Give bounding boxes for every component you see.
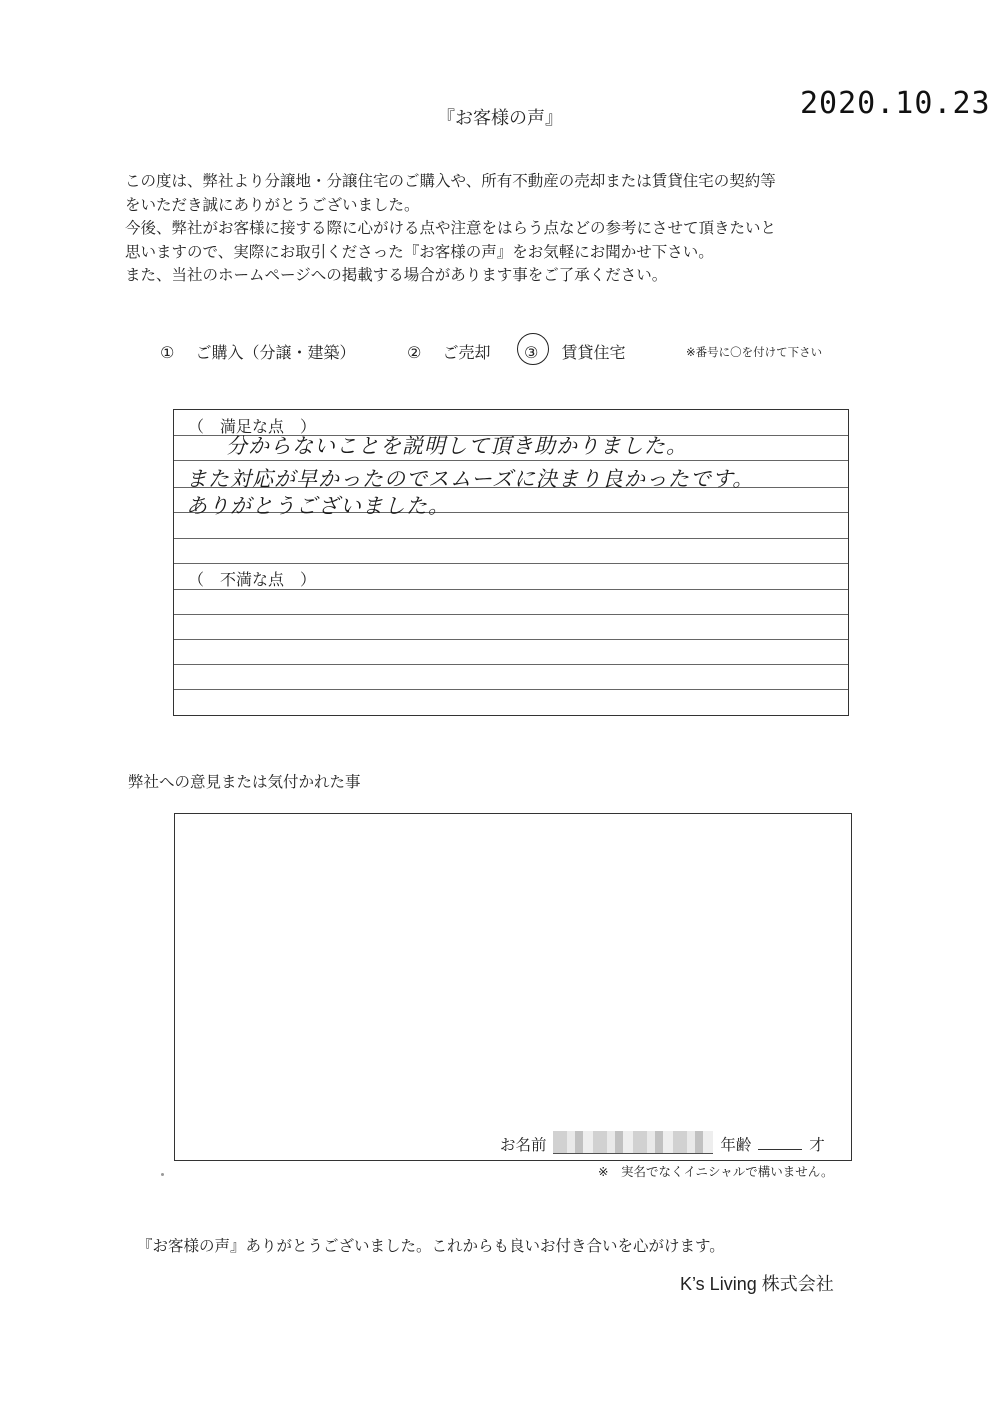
option-number: ③ bbox=[524, 343, 539, 362]
satisfied-label: （ 満足な点 ） bbox=[188, 417, 317, 436]
intro-line: この度は、弊社より分譲地・分譲住宅のご購入や、所有不動産の売却または賃貸住宅の契約等 bbox=[125, 172, 776, 190]
company-name: K’s Living 株式会社 bbox=[680, 1274, 834, 1294]
option-label: ご売却 bbox=[442, 343, 491, 362]
opinions-label: 弊社への意見または気付かれた事 bbox=[128, 773, 361, 791]
survey-date: 2020.10.23 bbox=[800, 86, 991, 121]
unsatisfied-label: （ 不満な点 ） bbox=[188, 570, 317, 589]
intro-line: また、当社のホームページへの掲載する場合があります事をご了承ください。 bbox=[125, 266, 668, 284]
option-label: 賃貸住宅 bbox=[561, 343, 626, 362]
closing-message: 『お客様の声』ありがとうございました。これからも良いお付き合いを心がけます。 bbox=[137, 1237, 725, 1255]
name-label: お名前 bbox=[500, 1136, 547, 1154]
intro-line: 今後、弊社がお客様に接する際に心がける点や注意をはらう点などの参考にさせて頂きたいと bbox=[125, 219, 777, 237]
satisfied-comment-line: また対応が早かったのでスムーズに決まり良かったです。 bbox=[186, 467, 755, 491]
ruled-line bbox=[174, 538, 848, 539]
initials-note: ※ 実名でなくイニシャルで構いません。 bbox=[598, 1164, 834, 1179]
option-rental[interactable] bbox=[524, 340, 625, 363]
satisfied-comment-line: 分からないことを説明して頂き助かりました。 bbox=[226, 434, 688, 458]
option-number: ① bbox=[160, 343, 175, 362]
ruled-line bbox=[174, 563, 848, 564]
intro-text bbox=[125, 170, 776, 288]
satisfied-comment-line: ありがとうございました。 bbox=[186, 494, 450, 518]
age-label: 年齢 bbox=[720, 1136, 752, 1154]
age-unit: 才 bbox=[809, 1136, 825, 1154]
ruled-line bbox=[174, 460, 848, 461]
option-sale[interactable] bbox=[407, 340, 490, 363]
page-title: 『お客様の声』 bbox=[437, 108, 563, 129]
option-number: ② bbox=[407, 343, 422, 362]
option-label: ご購入（分譲・建築） bbox=[195, 343, 356, 362]
opinions-box bbox=[174, 813, 852, 1161]
intro-line: をいただき誠にありがとうございました。 bbox=[125, 195, 420, 214]
option-purchase[interactable] bbox=[160, 340, 355, 363]
ruled-line bbox=[174, 664, 848, 665]
options-note: ※番号に〇を付けて下さい bbox=[686, 345, 823, 359]
feedback-box bbox=[173, 409, 849, 716]
ruled-line bbox=[174, 689, 848, 690]
name-age-row bbox=[500, 1131, 825, 1155]
intro-line: 思いますので、実際にお取引くださった『お客様の声』をお気軽にお聞かせ下さい。 bbox=[125, 242, 714, 261]
ruled-line bbox=[174, 639, 848, 640]
ruled-line bbox=[174, 614, 848, 615]
redacted-name bbox=[553, 1131, 713, 1154]
age-blank bbox=[758, 1135, 802, 1150]
scan-speck bbox=[161, 1173, 164, 1176]
